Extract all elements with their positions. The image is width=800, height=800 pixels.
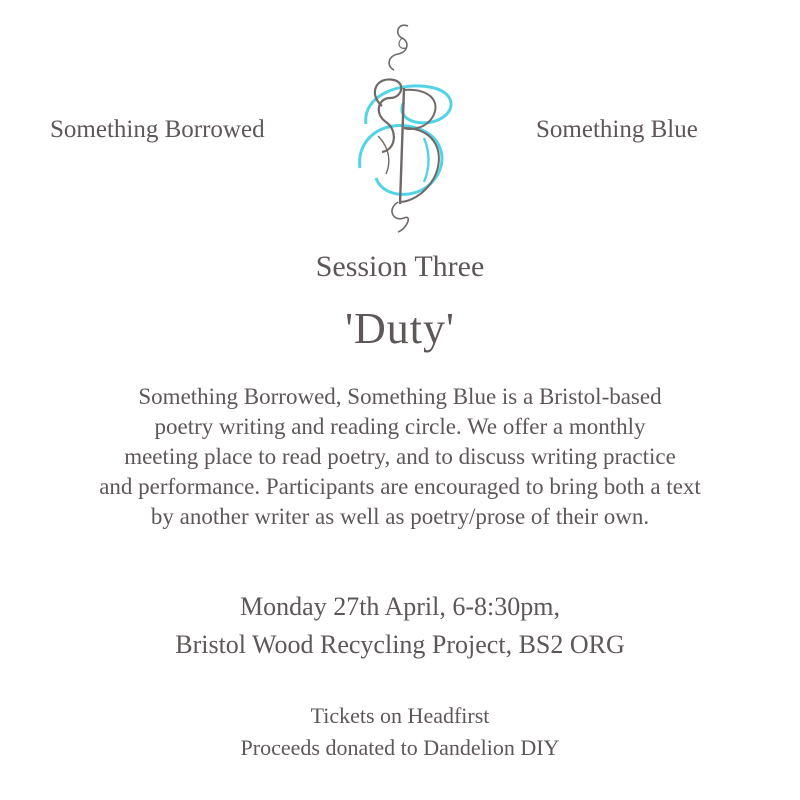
- description-line: by another writer as well as poetry/prose of their own.: [150, 504, 650, 529]
- right-title: Something Blue: [536, 116, 698, 143]
- footer: [0, 700, 800, 764]
- session-label: Session Three: [315, 250, 485, 283]
- description-line: poetry writing and reading circle. We offer a monthly: [154, 414, 646, 439]
- session-theme: 'Duty': [345, 304, 455, 353]
- tickets-info: Tickets on Headfirst: [310, 703, 490, 728]
- event-details: [0, 588, 800, 664]
- description-line: Something Borrowed, Something Blue is a Bristol-based: [138, 384, 662, 409]
- proceeds-info: Proceeds donated to Dandelion DIY: [240, 735, 560, 760]
- event-date-time: Monday 27th April, 6-8:30pm,: [240, 592, 560, 621]
- description-line: meeting place to read poetry, and to discuss writing practice: [124, 444, 676, 469]
- event-venue: Bristol Wood Recycling Project, BS2 ORG: [175, 630, 625, 659]
- description-line: and performance. Participants are encouraged to bring both a text: [99, 474, 701, 499]
- left-title: Something Borrowed: [50, 116, 265, 143]
- description: [40, 382, 760, 532]
- sbsb-monogram-logo-icon: [338, 18, 462, 238]
